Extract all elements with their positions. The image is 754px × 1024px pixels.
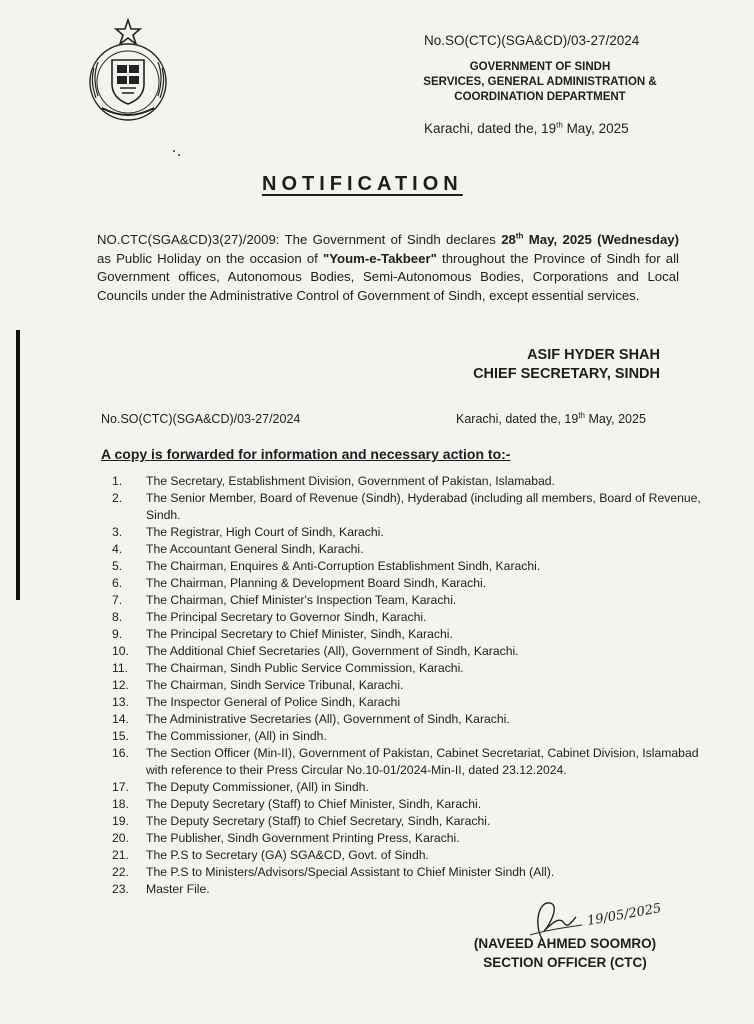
item-text: The Chairman, Enquires & Anti-Corruption Establishment Sindh, Karachi.	[146, 559, 541, 573]
copy-date-rest: May, 2025	[585, 412, 646, 426]
item-number: 23.	[112, 882, 129, 896]
notification-body	[97, 231, 679, 305]
header-department-line1: SERVICES, GENERAL ADMINISTRATION &	[423, 76, 657, 88]
notification-text-2: as Public Holiday on the occasion of	[97, 250, 323, 266]
list-item	[112, 473, 702, 490]
list-item	[112, 677, 702, 694]
copy-reference-date	[456, 412, 646, 426]
header-government: GOVERNMENT OF SINDH	[469, 61, 611, 73]
header-department-line2: COORDINATION DEPARTMENT	[454, 91, 626, 103]
notification-text-3: throughout the Province of Sindh for all Government offices, Autonomous Bodies, Semi-Autonomous Bodies, Corporations and Local Councils under the Administrative Control of Government of Sindh, except essential services.	[97, 250, 679, 303]
header-date-suffix: th	[556, 120, 563, 130]
copy-date-suffix: th	[578, 410, 585, 420]
list-item	[112, 558, 702, 575]
list-item	[112, 847, 702, 864]
item-number: 12.	[112, 678, 129, 692]
item-text: The Commissioner, (All) in Sindh.	[146, 729, 327, 743]
item-number: 5.	[112, 559, 123, 573]
signature-date: 19/05/2025	[586, 901, 663, 929]
item-text: The Chairman, Planning & Development Board Sindh, Karachi.	[146, 576, 487, 590]
list-item	[112, 728, 702, 745]
item-number: 20.	[112, 831, 129, 845]
notification-text-1: The Government of Sindh declares	[279, 232, 502, 247]
list-item	[112, 609, 702, 626]
item-number: 22.	[112, 865, 129, 879]
list-item	[112, 711, 702, 728]
item-text: The Deputy Commissioner, (All) in Sindh.	[146, 780, 369, 794]
item-text: The Inspector General of Police Sindh, Karachi	[146, 695, 401, 709]
list-item	[112, 524, 702, 541]
item-number: 13.	[112, 695, 129, 709]
header-date-day: 19	[541, 121, 557, 136]
chief-secretary-signatory	[440, 346, 660, 384]
item-text: The P.S to Secretary (GA) SGA&CD, Govt. of Sindh.	[146, 848, 429, 862]
item-number: 15.	[112, 729, 129, 743]
item-text: The P.S to Ministers/Advisors/Special Assistant to Chief Minister Sindh (All).	[146, 865, 555, 879]
list-item	[112, 796, 702, 813]
list-item	[112, 694, 702, 711]
list-item	[112, 813, 702, 830]
item-number: 8.	[112, 610, 123, 624]
list-item	[112, 490, 702, 524]
item-text: The Chairman, Sindh Public Service Commission, Karachi.	[146, 661, 464, 675]
item-text: Master File.	[146, 882, 210, 896]
signatory-name: ASIF HYDER SHAH	[527, 347, 660, 363]
notification-ref: NO.CTC(SGA&CD)3(27)/2009:	[97, 232, 280, 247]
item-text: The Principal Secretary to Chief Minister, Sindh, Karachi.	[146, 627, 453, 641]
holiday-suffix: th	[515, 231, 524, 241]
holiday-day: 28	[501, 232, 516, 247]
copy-reference-number: No.SO(CTC)(SGA&CD)/03-27/2024	[101, 412, 301, 426]
item-number: 16.	[112, 746, 129, 760]
item-number: 14.	[112, 712, 129, 726]
sindh-government-emblem	[84, 18, 172, 123]
speck	[178, 154, 180, 156]
item-text: The Secretary, Establishment Division, Government of Pakistan, Islamabad.	[146, 474, 555, 488]
item-text: The Deputy Secretary (Staff) to Chief Minister, Sindh, Karachi.	[146, 797, 482, 811]
item-text: The Publisher, Sindh Government Printing Press, Karachi.	[146, 831, 460, 845]
signatory-title: CHIEF SECRETARY, SINDH	[473, 366, 660, 382]
list-item	[112, 626, 702, 643]
list-item	[112, 541, 702, 558]
item-number: 11.	[112, 661, 129, 675]
header-date	[424, 121, 629, 136]
item-number: 6.	[112, 576, 123, 590]
copy-forwarded-heading: A copy is forwarded for information and necessary action to:-	[101, 446, 511, 462]
item-number: 17.	[112, 780, 129, 794]
item-text: The Chairman, Sindh Service Tribunal, Karachi.	[146, 678, 404, 692]
item-number: 2.	[112, 491, 123, 505]
copy-date-prefix: Karachi, dated the,	[456, 412, 561, 426]
header-date-rest: May, 2025	[566, 121, 629, 136]
item-text: The Accountant General Sindh, Karachi.	[146, 542, 364, 556]
list-item	[112, 643, 702, 660]
item-text: The Chairman, Chief Minister's Inspection Team, Karachi.	[146, 593, 457, 607]
signatory-name: (NAVEED AHMED SOOMRO)	[473, 936, 657, 951]
list-item	[112, 592, 702, 609]
item-text: The Deputy Secretary (Staff) to Chief Secretary, Sindh, Karachi.	[146, 814, 491, 828]
item-number: 7.	[112, 593, 123, 607]
copy-date-day: 19	[564, 412, 579, 426]
item-text: The Administrative Secretaries (All), Government of Sindh, Karachi.	[146, 712, 510, 726]
occasion-name: "Youm-e-Takbeer"	[322, 250, 437, 266]
item-text: The Registrar, High Court of Sindh, Karachi.	[146, 525, 384, 539]
header-reference-number: No.SO(CTC)(SGA&CD)/03-27/2024	[424, 33, 640, 48]
signatory-title: SECTION OFFICER (CTC)	[483, 955, 647, 970]
list-item	[112, 864, 702, 881]
item-text: The Additional Chief Secretaries (All), Government of Sindh, Karachi.	[146, 644, 519, 658]
recipients-list	[112, 473, 702, 898]
item-number: 3.	[112, 525, 123, 539]
item-number: 18.	[112, 797, 129, 811]
item-number: 21.	[112, 848, 129, 862]
list-item	[112, 575, 702, 592]
item-number: 10.	[112, 644, 129, 658]
item-text: The Senior Member, Board of Revenue (Sindh), Hyderabad (including all members, Board of Revenue, Sindh.	[146, 491, 701, 522]
scan-edge-mark	[16, 330, 20, 600]
item-number: 1.	[112, 474, 123, 488]
item-number: 4.	[112, 542, 123, 556]
holiday-date-rest: May, 2025 (Wednesday)	[523, 232, 680, 247]
notification-title: NOTIFICATION	[262, 173, 463, 195]
list-item	[112, 830, 702, 847]
item-number: 9.	[112, 627, 123, 641]
item-number: 19.	[112, 814, 129, 828]
header-department	[395, 60, 685, 105]
item-text: The Principal Secretary to Governor Sindh, Karachi.	[146, 610, 427, 624]
list-item	[112, 660, 702, 677]
speck	[173, 150, 175, 152]
list-item	[112, 779, 702, 796]
item-text: The Section Officer (Min-II), Government of Pakistan, Cabinet Secretariat, Cabinet Division, Islamabad with reference to their Press Circular No.10-01/2024-Min-II, dated 23.12.2024.	[146, 746, 699, 777]
header-date-prefix: Karachi, dated the,	[424, 121, 538, 136]
section-officer-signatory	[450, 934, 680, 972]
list-item	[112, 745, 702, 779]
